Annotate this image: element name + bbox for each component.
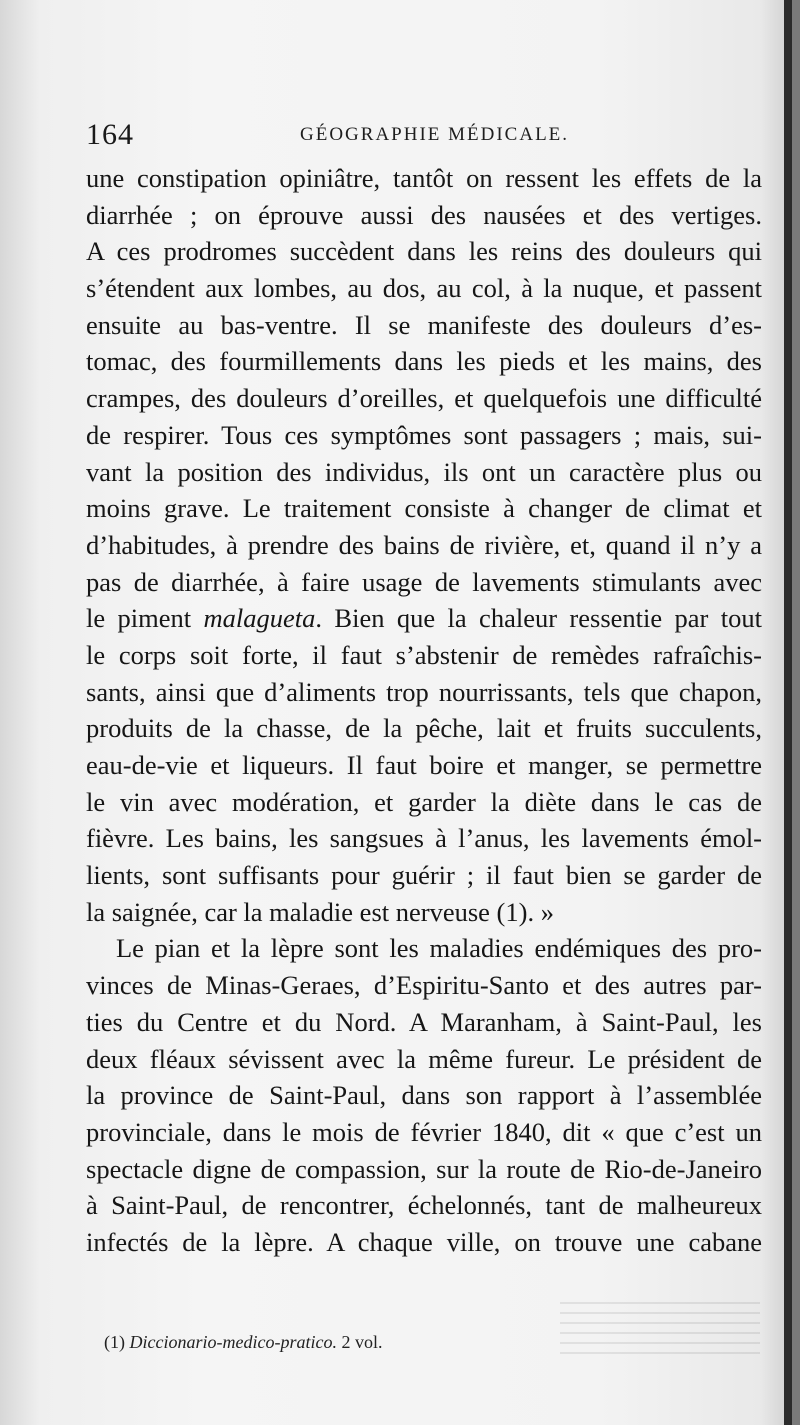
- text-line: eau-de-vie et liqueurs. Il faut boire et manger, se permettre: [86, 750, 762, 780]
- text-line: de respirer. Tous ces symptômes sont passagers ; mais, sui-: [86, 419, 762, 450]
- text-line: produits de la chasse, de la pêche, lait et fruits succulents,: [86, 713, 762, 744]
- text-line: le vin avec modération, et garder la diète dans le cas de: [86, 786, 762, 817]
- footnote: [104, 1332, 382, 1353]
- text-line: infectés de la lèpre. A chaque ville, on trouve une cabane: [86, 1226, 762, 1257]
- text-line: deux fléaux sévissent avec la même fureur. Le président de: [86, 1043, 762, 1074]
- text-line: provinciale, dans le mois de février 1840, dit « que c’est un: [86, 1116, 762, 1147]
- text-line: lients, sont suffisants pour guérir ; il faut bien se garder de: [86, 860, 762, 891]
- text-line: s’étendent aux lombes, au dos, au col, à la nuque, et passent: [86, 273, 762, 304]
- running-title: GÉOGRAPHIE MÉDICALE.: [300, 124, 570, 145]
- text-line: le piment malagueta. Bien que la chaleur ressentie par tout: [86, 603, 762, 634]
- footnote-marker: (1): [104, 1332, 125, 1352]
- text-line: spectacle digne de compassion, sur la route de Rio-de-Janeiro: [86, 1153, 762, 1184]
- text-line: vinces de Minas-Geraes, d’Espiritu-Santo et des autres par-: [86, 970, 762, 1001]
- text-line: diarrhée ; on éprouve aussi des nausées et des vertiges.: [86, 199, 762, 230]
- body-text: [86, 160, 762, 1261]
- text-line: crampes, des douleurs d’oreilles, et quelquefois une difficulté: [86, 383, 762, 414]
- footnote-volumes: 2 vol.: [341, 1332, 383, 1352]
- show-through: [560, 1294, 760, 1354]
- text-line: ties du Centre et du Nord. A Maranham, à Saint-Paul, les: [86, 1006, 762, 1037]
- text-line: fièvre. Les bains, les sangsues à l’anus, les lavements émol-: [86, 823, 762, 854]
- footnote-title: Diccionario-medico-pratico.: [129, 1332, 337, 1352]
- text-line: pas de diarrhée, à faire usage de lavements stimulants avec: [86, 566, 762, 597]
- text-line: une constipation opiniâtre, tantôt on ressent les effets de la: [86, 163, 762, 193]
- text-line: ensuite au bas-ventre. Il se manifeste des douleurs d’es-: [86, 309, 762, 340]
- text-line: vant la position des individus, ils ont un caractère plus ou: [86, 456, 762, 487]
- running-head: [86, 118, 766, 158]
- text-line: le corps soit forte, il faut s’abstenir de remèdes rafraîchis-: [86, 639, 762, 670]
- text-line: tomac, des fourmillements dans les pieds et les mains, des: [86, 346, 762, 377]
- page-edge-shadow: [784, 0, 792, 1425]
- paragraph-first-line: Le pian et la lèpre sont les maladies endémiques des pro-: [116, 933, 762, 964]
- text-line: moins grave. Le traitement consiste à changer de climat et: [86, 493, 762, 524]
- page-number: 164: [86, 118, 134, 151]
- text-line: d’habitudes, à prendre des bains de rivière, et, quand il n’y a: [86, 529, 762, 560]
- text-line: sants, ainsi que d’aliments trop nourrissants, tels que chapon,: [86, 676, 762, 707]
- text-line: la saignée, car la maladie est nerveuse (1). »: [86, 896, 554, 927]
- text-line: A ces prodromes succèdent dans les reins des douleurs qui: [86, 236, 762, 267]
- text-line: la province de Saint-Paul, dans son rapport à l’assemblée: [86, 1080, 762, 1111]
- text-line: à Saint-Paul, de rencontrer, échelonnés, tant de malheureux: [86, 1190, 762, 1221]
